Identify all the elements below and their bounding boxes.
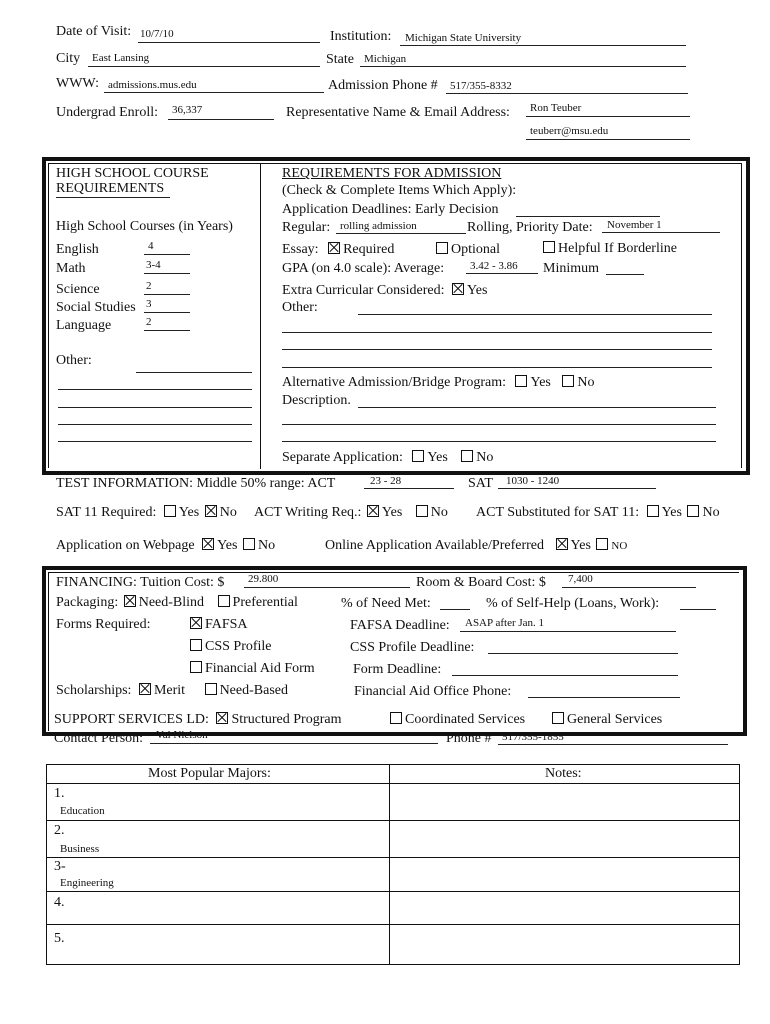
packaging-label: Packaging:: [56, 595, 119, 610]
need-met-line[interactable]: [440, 609, 470, 610]
preferential-label: Preferential: [232, 595, 298, 610]
fafsa-label: FAFSA: [205, 617, 248, 632]
majors-row-rule: [47, 891, 739, 892]
major-value[interactable]: Business: [60, 843, 100, 855]
scholarships-label: Scholarships:: [56, 683, 132, 698]
regular-label: Regular:: [282, 220, 331, 235]
web-no-checkbox[interactable]: [243, 538, 255, 550]
essay-optional-label: Optional: [451, 242, 500, 257]
hs-other-line-4[interactable]: [58, 424, 252, 425]
enroll-value[interactable]: 36,337: [172, 104, 203, 116]
essay-required-checkbox[interactable]: [328, 242, 340, 254]
act-line: [364, 488, 454, 489]
phone-label: Admission Phone #: [328, 78, 438, 93]
room-value[interactable]: 7,400: [568, 573, 593, 585]
notes-heading: Notes:: [545, 766, 582, 781]
english-label: English: [56, 242, 99, 257]
math-line: [144, 273, 190, 274]
enroll-label: Undergrad Enroll:: [56, 105, 158, 120]
essay-label: Essay:: [282, 242, 319, 257]
coordinated-checkbox[interactable]: [390, 712, 402, 724]
merit-label: Merit: [153, 683, 186, 698]
institution-line: [400, 45, 686, 46]
gpa-label: GPA (on 4.0 scale): Average:: [282, 261, 445, 276]
phone-value[interactable]: 517/355-8332: [450, 80, 512, 92]
majors-header-rule: [47, 783, 739, 784]
general-checkbox[interactable]: [552, 712, 564, 724]
sat-label: SAT: [468, 476, 493, 491]
req-other-label: Other:: [282, 300, 318, 315]
req-other-line-1[interactable]: [358, 314, 712, 315]
scholarships-row: [56, 683, 288, 699]
support-row: [54, 712, 341, 728]
majors-row-rule: [47, 924, 739, 925]
city-label: City: [56, 51, 81, 66]
rep-name-line: [526, 116, 690, 117]
extra-yes-checkbox[interactable]: [452, 283, 464, 295]
req-title: REQUIREMENTS FOR ADMISSION: [282, 166, 502, 181]
essay-row: [282, 242, 394, 258]
need-met-label: % of Need Met:: [341, 596, 431, 611]
preferential-checkbox[interactable]: [218, 595, 230, 607]
general-label: General Services: [567, 712, 663, 727]
req-other-line-3[interactable]: [282, 349, 712, 350]
online-yes-checkbox[interactable]: [556, 538, 568, 550]
early-decision-line[interactable]: [516, 216, 660, 217]
room-line: [562, 587, 696, 588]
desc-label: Description.: [282, 393, 351, 408]
sep-no-checkbox[interactable]: [461, 450, 473, 462]
gpa-min-line[interactable]: [606, 274, 644, 275]
math-label: Math: [56, 261, 86, 276]
actw-row: [254, 505, 448, 521]
online-yes-label: Yes: [570, 538, 591, 553]
language-value[interactable]: 2: [146, 316, 152, 328]
contact-label: Contact Person:: [54, 731, 144, 746]
social-line: [144, 312, 190, 313]
majors-row-rule: [47, 820, 739, 821]
alt-no-checkbox[interactable]: [562, 375, 574, 387]
language-line: [144, 330, 190, 331]
sep-yes-label: Yes: [427, 450, 448, 465]
web-row: [56, 538, 275, 554]
support-label: SUPPORT SERVICES LD:: [54, 712, 209, 727]
hs-title-underline: [56, 197, 170, 198]
major-num: 2.: [54, 823, 65, 838]
merit-checkbox[interactable]: [139, 683, 151, 695]
math-value[interactable]: 3-4: [146, 259, 161, 271]
req-other-line-4[interactable]: [282, 367, 712, 368]
fafsa-checkbox[interactable]: [190, 617, 202, 629]
form-deadline-line[interactable]: [452, 675, 678, 676]
css-deadline-line[interactable]: [488, 653, 678, 654]
actw-no-checkbox[interactable]: [416, 505, 428, 517]
form-deadline-label: Form Deadline:: [353, 662, 442, 677]
req-check-note: (Check & Complete Items Which Apply):: [282, 183, 517, 198]
css-checkbox[interactable]: [190, 639, 202, 651]
sat2-yes-label: Yes: [178, 505, 200, 520]
support-phone-value[interactable]: 517/355-1855: [502, 731, 564, 743]
rolling-value[interactable]: November 1: [607, 219, 662, 231]
sat2-no-label: No: [219, 505, 237, 520]
sat-line: [498, 488, 656, 489]
social-value[interactable]: 3: [146, 298, 152, 310]
english-line: [144, 254, 190, 255]
deadlines-label: Application Deadlines: Early Decision: [282, 202, 499, 217]
fafsa-deadline-label: FAFSA Deadline:: [350, 618, 450, 633]
essay-required-label: Required: [343, 242, 395, 257]
institution-value[interactable]: Michigan State University: [405, 32, 522, 44]
css-deadline-label: CSS Profile Deadline:: [350, 640, 475, 655]
www-value[interactable]: admissions.mus.edu: [108, 79, 197, 91]
rolling-label: Rolling, Priority Date:: [467, 220, 593, 235]
forms-label: Forms Required:: [56, 617, 151, 632]
general-option: [552, 712, 662, 728]
www-line: [104, 92, 324, 93]
fafsa-deadline-line: [460, 631, 676, 632]
sat2-label: SAT 11 Required:: [56, 505, 157, 520]
need-blind-label: Need-Blind: [138, 595, 205, 610]
online-label: Online Application Available/Preferred: [325, 538, 545, 553]
alt-yes-label: Yes: [530, 375, 551, 390]
major-value[interactable]: Engineering: [60, 877, 114, 889]
tuition-label: FINANCING: Tuition Cost: $: [56, 575, 225, 590]
structured-checkbox[interactable]: [216, 712, 228, 724]
hs-other-line-3[interactable]: [58, 407, 252, 408]
hs-other-line-1[interactable]: [136, 372, 252, 373]
sep-no-label: No: [476, 450, 494, 465]
contact-line: [150, 743, 438, 744]
majors-row-rule: [47, 857, 739, 858]
actw-label: ACT Writing Req.:: [254, 505, 362, 520]
date-value[interactable]: 10/7/10: [140, 28, 174, 40]
tuition-line: [244, 587, 410, 588]
gpa-line: [466, 273, 538, 274]
regular-value[interactable]: rolling admission: [340, 220, 417, 232]
fin-aid-form-option: [190, 661, 315, 677]
support-phone-line: [498, 744, 728, 745]
fafsa-deadline-value[interactable]: ASAP after Jan. 1: [465, 617, 545, 629]
structured-label: Structured Program: [231, 712, 342, 727]
fin-aid-form-label: Financial Aid Form: [205, 661, 315, 676]
regular-line: [336, 233, 466, 234]
rolling-line: [602, 232, 720, 233]
sep-label: Separate Application:: [282, 450, 403, 465]
actw-yes-checkbox[interactable]: [367, 505, 379, 517]
web-yes-label: Yes: [217, 538, 238, 553]
major-num: 4.: [54, 895, 65, 910]
online-row: [325, 538, 627, 554]
rep-email-line: [526, 139, 690, 140]
essay-helpful-checkbox[interactable]: [543, 241, 555, 253]
desc-line-1[interactable]: [358, 407, 716, 408]
gpa-min-label: Minimum: [543, 261, 600, 276]
date-line: [138, 42, 320, 43]
test-label: TEST INFORMATION: Middle 50% range: ACT: [56, 476, 336, 491]
rep-label: Representative Name & Email Address:: [286, 105, 510, 120]
major-num: 1.: [54, 786, 65, 801]
actsub-yes-label: Yes: [661, 505, 682, 520]
self-help-label: % of Self-Help (Loans, Work):: [486, 596, 660, 611]
web-no-label: No: [257, 538, 276, 553]
actsub-yes-checkbox[interactable]: [647, 505, 659, 517]
need-based-checkbox[interactable]: [205, 683, 217, 695]
css-option: [190, 639, 272, 655]
enroll-line: [168, 119, 274, 120]
coordinated-option: [390, 712, 525, 728]
self-help-line[interactable]: [680, 609, 716, 610]
hs-courses-heading: High School Courses (in Years): [56, 219, 233, 234]
hs-title-1: HIGH SCHOOL COURSE: [56, 166, 209, 181]
extra-yes-label: Yes: [467, 283, 488, 298]
need-blind-checkbox[interactable]: [124, 595, 136, 607]
coordinated-label: Coordinated Services: [405, 712, 526, 727]
packaging-row: [56, 595, 298, 611]
actw-yes-label: Yes: [381, 505, 403, 520]
fafsa-option: [190, 617, 248, 633]
alt-label: Alternative Admission/Bridge Program:: [282, 375, 506, 390]
essay-helpful-label: Helpful If Borderline: [558, 241, 677, 256]
office-phone-label: Financial Aid Office Phone:: [354, 684, 512, 699]
rep-email[interactable]: teuberr@msu.edu: [530, 125, 609, 137]
language-label: Language: [56, 318, 112, 333]
state-value[interactable]: Michigan: [364, 53, 407, 65]
sep-row: [282, 450, 493, 466]
actsub-no-label: No: [702, 505, 720, 520]
majors-table: [46, 764, 740, 965]
major-value[interactable]: Education: [60, 805, 105, 817]
hs-other-line-2[interactable]: [58, 389, 252, 390]
actsub-row: [476, 505, 720, 521]
rep-name[interactable]: Ron Teuber: [530, 102, 582, 114]
gpa-value[interactable]: 3.42 - 3.86: [470, 260, 518, 272]
science-label: Science: [56, 282, 100, 297]
hs-title-2: REQUIREMENTS: [56, 181, 165, 196]
online-no-label: NO: [611, 540, 628, 552]
act-value[interactable]: 23 - 28: [370, 475, 402, 487]
contact-value[interactable]: Val Nielson: [156, 729, 208, 741]
city-value[interactable]: East Lansing: [92, 52, 150, 64]
phone-line: [446, 93, 688, 94]
online-no-checkbox[interactable]: [596, 538, 608, 550]
extra-label: Extra Curricular Considered:: [282, 283, 445, 298]
hs-other-line-5[interactable]: [58, 441, 252, 442]
sat2-no-checkbox[interactable]: [205, 505, 217, 517]
date-label: Date of Visit:: [56, 24, 132, 39]
support-phone-label: Phone #: [446, 731, 492, 746]
alt-yes-checkbox[interactable]: [515, 375, 527, 387]
science-line: [144, 294, 190, 295]
requirements-divider: [260, 163, 261, 469]
essay-optional: [436, 242, 500, 258]
room-label: Room & Board Cost: $: [416, 575, 546, 590]
web-label: Application on Webpage: [56, 538, 195, 553]
state-line: [360, 66, 686, 67]
web-yes-checkbox[interactable]: [202, 538, 214, 550]
state-label: State: [326, 52, 354, 67]
actsub-label: ACT Substituted for SAT 11:: [476, 505, 640, 520]
sat-value[interactable]: 1030 - 1240: [506, 475, 560, 487]
need-based-label: Need-Based: [219, 683, 288, 698]
desc-line-3[interactable]: [282, 441, 716, 442]
essay-optional-checkbox[interactable]: [436, 242, 448, 254]
essay-helpful: [543, 241, 677, 257]
desc-line-2[interactable]: [282, 424, 716, 425]
sep-yes-checkbox[interactable]: [412, 450, 424, 462]
major-num: 5.: [54, 931, 65, 946]
social-label: Social Studies: [56, 300, 136, 315]
tuition-value[interactable]: 29.800: [248, 573, 279, 585]
majors-heading: Most Popular Majors:: [148, 766, 271, 781]
css-label: CSS Profile: [205, 639, 272, 654]
req-other-line-2[interactable]: [282, 332, 712, 333]
city-line: [88, 66, 320, 67]
hs-other-label: Other:: [56, 353, 92, 368]
actw-no-label: No: [430, 505, 448, 520]
institution-label: Institution:: [330, 29, 392, 44]
sat2-row: [56, 505, 237, 521]
extra-row: [282, 283, 487, 299]
majors-table-divider: [389, 764, 390, 964]
alt-row: [282, 375, 594, 391]
actsub-no-checkbox[interactable]: [687, 505, 699, 517]
fin-aid-form-checkbox[interactable]: [190, 661, 202, 673]
alt-no-label: No: [577, 375, 595, 390]
major-num: 3-: [54, 859, 66, 874]
sat2-yes-checkbox[interactable]: [164, 505, 176, 517]
www-label: WWW:: [56, 76, 100, 91]
english-value[interactable]: 4: [148, 240, 154, 252]
science-value[interactable]: 2: [146, 280, 152, 292]
office-phone-line[interactable]: [528, 697, 680, 698]
